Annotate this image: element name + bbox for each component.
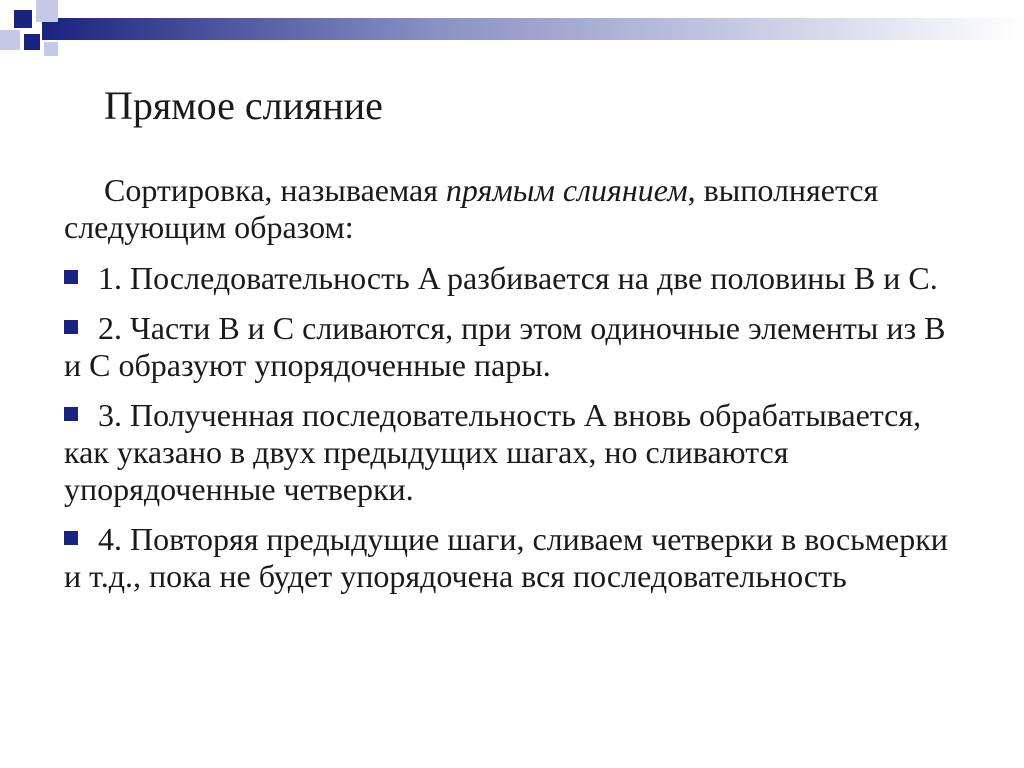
- bullet-item: [64, 260, 954, 297]
- bullet-text: 3. Полученная последовательность A вновь обрабатывается, как указано в двух предыдущих шагах, но сливаются упорядоченные четверки.: [64, 397, 922, 507]
- bullet-list: [64, 260, 954, 595]
- square-bullet-icon: [64, 320, 78, 334]
- deco-square-4: [24, 34, 40, 50]
- deco-square-3: [0, 30, 20, 50]
- bullet-item: [64, 521, 954, 595]
- square-bullet-icon: [64, 270, 78, 284]
- bullet-text: 4. Повторяя предыдущие шаги, сливаем четверки в восьмерки и т.д., пока не будет упорядочена вся последовательность: [64, 521, 948, 594]
- square-bullet-icon: [64, 407, 78, 421]
- bullet-text: 2. Части B и C сливаются, при этом одиночные элементы из B и C образуют упорядоченные пары.: [64, 310, 946, 383]
- slide-body: [64, 172, 954, 608]
- intro-text-before: Сортировка, называемая: [104, 172, 446, 208]
- deco-square-2: [36, 0, 58, 22]
- header-gradient-band: [42, 18, 1024, 40]
- header-decoration: [0, 0, 1024, 64]
- deco-square-5: [44, 42, 58, 56]
- bullet-text: 1. Последовательность A разбивается на две половины B и C.: [98, 260, 938, 296]
- intro-text-after: , выполняется следующим образом:: [64, 172, 879, 245]
- bullet-item: [64, 397, 954, 508]
- bullet-item: [64, 310, 954, 384]
- deco-square-1: [14, 10, 32, 28]
- square-bullet-icon: [64, 531, 78, 545]
- intro-paragraph: [64, 172, 954, 246]
- intro-emphasis: прямым слиянием: [445, 172, 688, 208]
- slide-title: Прямое слияние: [104, 83, 383, 128]
